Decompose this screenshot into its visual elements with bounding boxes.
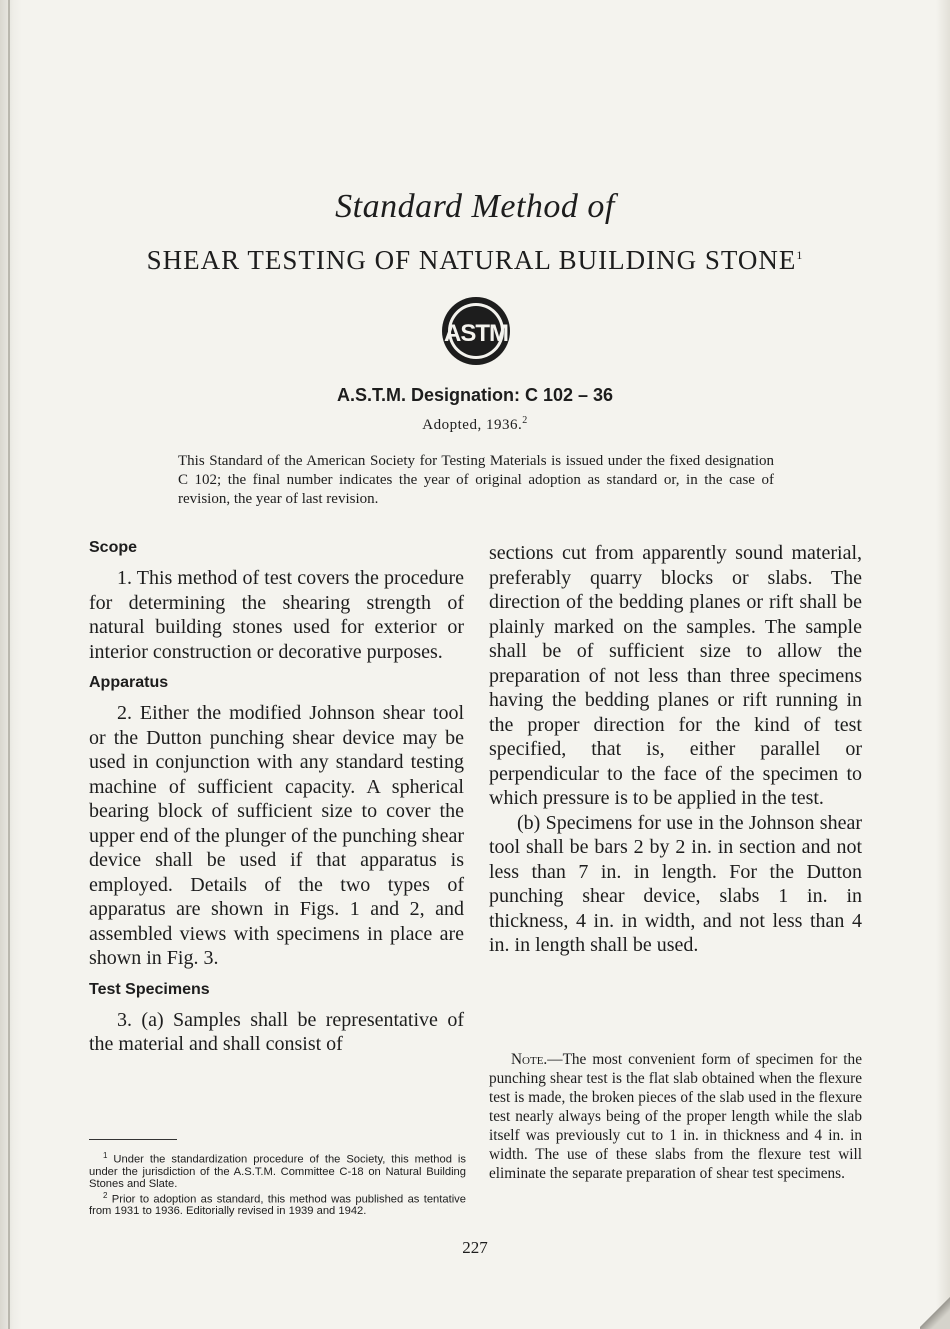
astm-logo-text: ASTM (444, 320, 508, 347)
footnote-1-text: Under the standardization procedure of the Society, this method is under the jurisdiction of the A.S.T.M. Committee C-18 on Natural Building Stones and Slate. (89, 1153, 467, 1190)
heading-test-specimens: Test Specimens (89, 980, 210, 998)
paragraph-3a-continued: sections cut from apparently sound material, preferably quarry blocks or slabs. The direction of the bedding planes or rift shall be plainly marked on the samples. The sample shall be of sufficient size to allow the preparation of not less than three specimens having the bedding planes or rift running in the proper direction for the kind of test specified, that is, either parallel or perpendicular to the face of the specimen to which pressure is to be applied in the test. (489, 542, 862, 809)
title-script: Standard Method of (335, 188, 615, 225)
footnote-1-mark: 1 (103, 1151, 108, 1160)
note-text: —The most convenient form of specimen for the punching shear test is the flat slab obtained when the flexure test is made, the broken pieces of the slab used in the flexure test nearly always being of the proper length while the slab itself was previously cut to 1 in. in thickness and 4 in. in width. The use of these slabs from the flexure test will eliminate the separate preparation of shear test specimens. (489, 1051, 862, 1182)
right-column (489, 541, 862, 958)
left-column (89, 538, 464, 1057)
page-corner-curl (920, 1287, 950, 1329)
adopted-text: Adopted, 1936. (422, 417, 523, 433)
footnote-2 (89, 1190, 466, 1218)
heading-apparatus: Apparatus (89, 674, 169, 691)
designation: A.S.T.M. Designation: C 102 – 36 (336, 385, 614, 405)
page-title (0, 245, 950, 276)
page-number: 227 (462, 1238, 488, 1257)
paragraph-1: 1. This method of test covers the procedure for determining the shearing strength of natural building stones used for exterior or interior construction or decorative purposes. (89, 567, 464, 663)
footnote-2-text: Prior to adoption as standard, this method was published as tentative from 1931 to 1936. Editorially revised in 1939 and 1942. (89, 1193, 466, 1218)
heading-scope: Scope (89, 539, 138, 556)
footnote-1 (89, 1150, 466, 1190)
title-main-text: SHEAR TESTING OF NATURAL BUILDING STONE (146, 245, 797, 275)
paragraph-2: 2. Either the modified Johnson shear tool or the Dutton punching shear device may be used in conjunction with any standard testing machine of sufficient capacity. A spherical bearing block of sufficient size to cover the upper end of the plunger of the punching shear device shall be used if that apparatus is employed. Details of the two types of apparatus are shown in Figs. 1 and 2, and assembled views with specimens in place are shown in Fig. 3. (89, 702, 464, 969)
title-footnote-ref: 1 (796, 248, 804, 262)
footnote-rule (89, 1139, 177, 1140)
note-block (489, 1050, 862, 1183)
note-label: Note. (511, 1051, 548, 1068)
footnote-2-mark: 2 (103, 1190, 108, 1200)
paragraph-3a: 3. (a) Samples shall be representative of the material and shall consist of (89, 1008, 464, 1055)
adopted-footnote-ref: 2 (522, 415, 528, 426)
footnotes (89, 1150, 466, 1217)
astm-logo (440, 295, 512, 367)
intro-paragraph: This Standard of the American Society for Testing Materials is issued under the fixed designation C 102; the final number indicates the year of original adoption as standard or, in the case of revision, the year of last revision. (178, 453, 774, 507)
paragraph-3b: (b) Specimens for use in the Johnson shear tool shall be bars 2 by 2 in. in section and not less than 7 in. in length. For the Dutton punching shear device, slabs 1 in. in thickness, 4 in. in width, and not less than 4 in. in length shall be used. (489, 811, 862, 956)
adopted-line (0, 415, 950, 434)
note-paragraph (489, 1050, 862, 1183)
